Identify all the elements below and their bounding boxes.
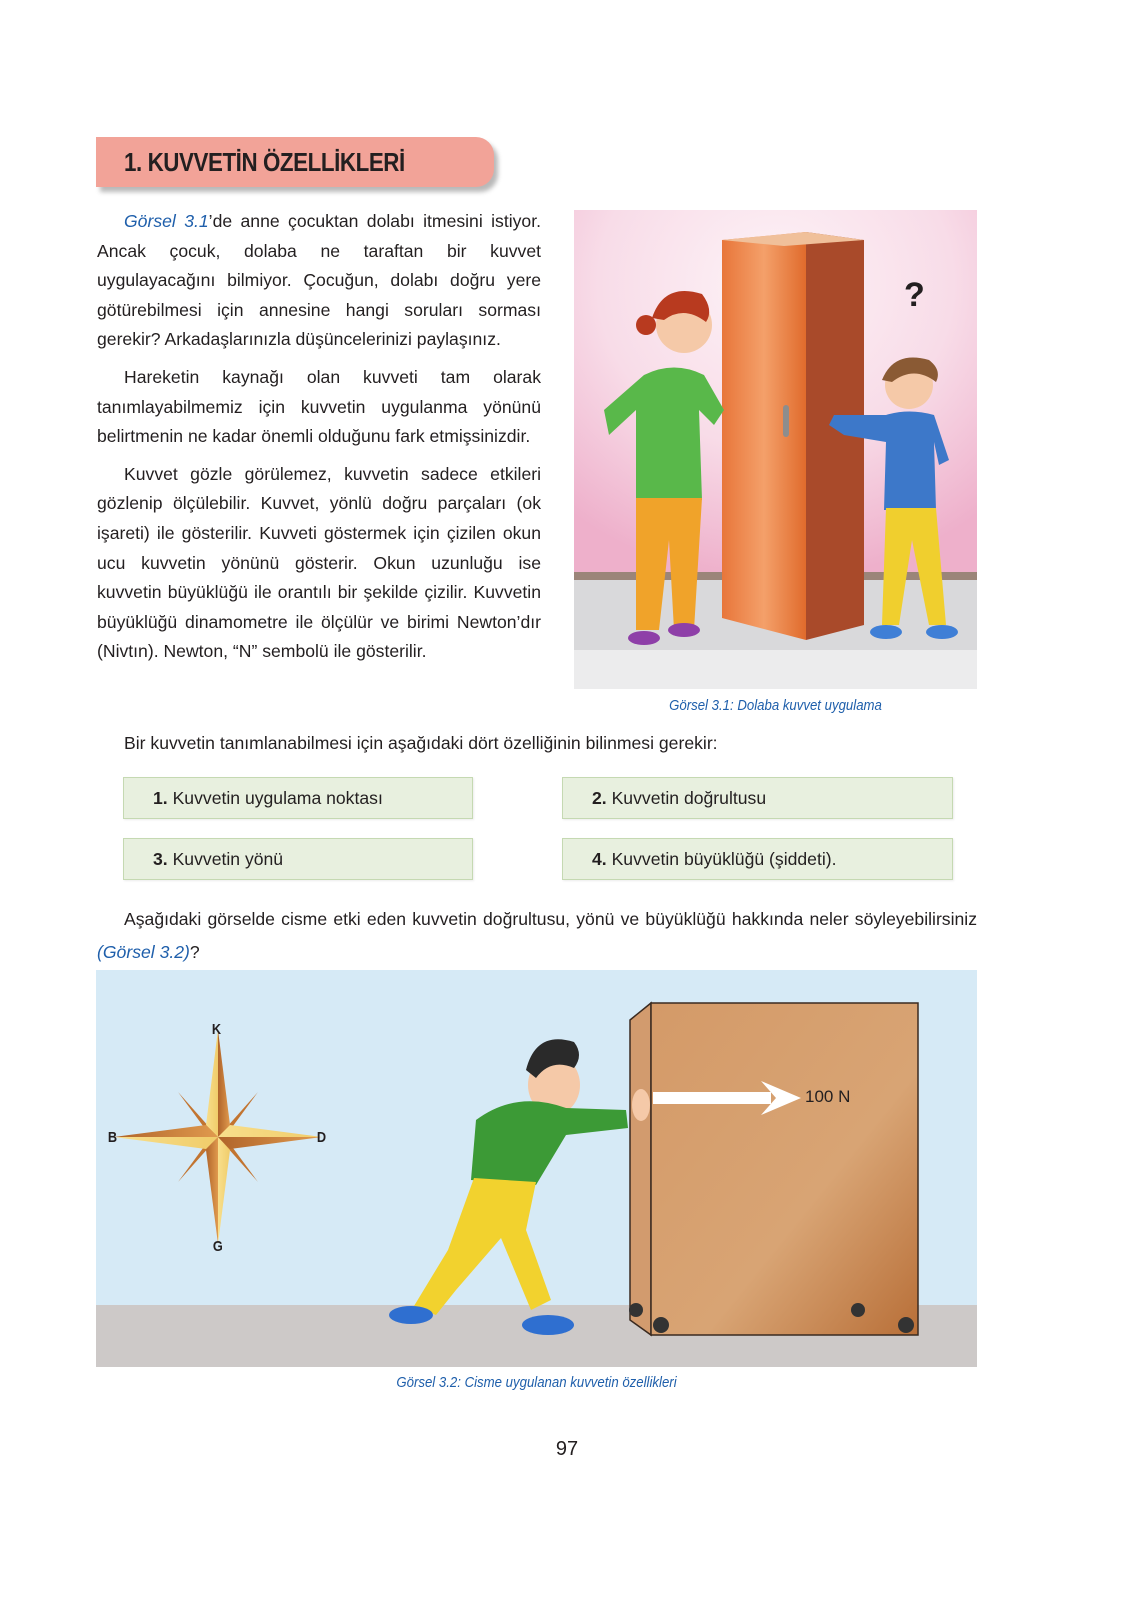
property-box-4: 4. Kuvvetin büyüklüğü (şiddeti). xyxy=(562,838,953,880)
force-magnitude-label: 100 N xyxy=(805,1087,851,1106)
property-box-3: 3. Kuvvetin yönü xyxy=(123,838,473,880)
property-box-1: 1. Kuvvetin uygulama noktası xyxy=(123,777,473,819)
figure-3-2-caption: Görsel 3.2: Cisme uygulanan kuvvetin özellikleri xyxy=(396,1374,677,1391)
boy-pushing-cabinet-illustration xyxy=(96,970,977,1367)
section-banner xyxy=(96,137,494,187)
page-number: 97 xyxy=(555,1438,579,1460)
figure-reference: (Görsel 3.2) xyxy=(97,942,190,962)
figure-3-1-caption: Görsel 3.1: Dolaba kuvvet uygulama xyxy=(669,697,882,714)
properties-intro: Bir kuvvetin tanımlanabilmesi için aşağıdaki dört özelliğinin bilinmesi gerekir: xyxy=(124,733,718,753)
compass-label-west: B xyxy=(107,1129,118,1146)
paragraph-2: Hareketin kaynağı olan kuvveti tam olarak tanımlayabilmemiz için kuvvetin uygulanma yönünü belirtmenin ne kadar önemli olduğunu fark etmişsinizdir. xyxy=(97,366,541,447)
paragraph-3: Kuvvet gözle görülemez, kuvvetin sadece etkileri gözlenip ölçülebilir. Kuvvet, yönlü doğru parçaları (ok işareti) ile gösterilir. Kuvveti göstermek için çizilen okun ucu kuvvetin yönünü gösterir. Okun uzunluğu ise kuvvetin büyüklüğü ile orantılı bir şekilde çizilir. Kuvvetin büyüklüğü dinamometre ile ölçülür ve birimi Newton’dır (Nivtın). Newton, “N” sembolü ile gösterilir. xyxy=(97,463,541,662)
figure-reference: Görsel 3.1 xyxy=(124,211,209,231)
force-arrow-shaft xyxy=(653,1092,771,1104)
section-title: 1. KUVVETİN ÖZELLİKLERİ xyxy=(124,147,405,177)
question-mark: ? xyxy=(904,276,925,314)
question-paragraph: Aşağıdaki görselde cisme etki eden kuvvetin doğrultusu, yönü ve büyüklüğü hakkında neler söyleyebilirsiniz (Görsel 3.2)? xyxy=(97,909,977,962)
figure-3-1-illustration xyxy=(574,210,977,689)
figure-3-2-illustration xyxy=(96,970,977,1367)
paragraph-1: Görsel 3.1’de anne çocuktan dolabı itmesini istiyor. Ancak çocuk, dolaba ne taraftan bir kuvvet uygulayacağını bilmiyor. Çocuğun, dolabı doğru yere götürebilmesi için annesine hangi soruları sorması gerekir? Arkadaşlarınızla düşüncelerinizi paylaşınız. xyxy=(97,211,541,350)
compass-label-north: K xyxy=(211,1021,222,1038)
body-text-column xyxy=(97,207,541,675)
compass-label-east: D xyxy=(316,1129,327,1146)
compass-label-south: G xyxy=(212,1238,223,1255)
property-box-2: 2. Kuvvetin doğrultusu xyxy=(562,777,953,819)
